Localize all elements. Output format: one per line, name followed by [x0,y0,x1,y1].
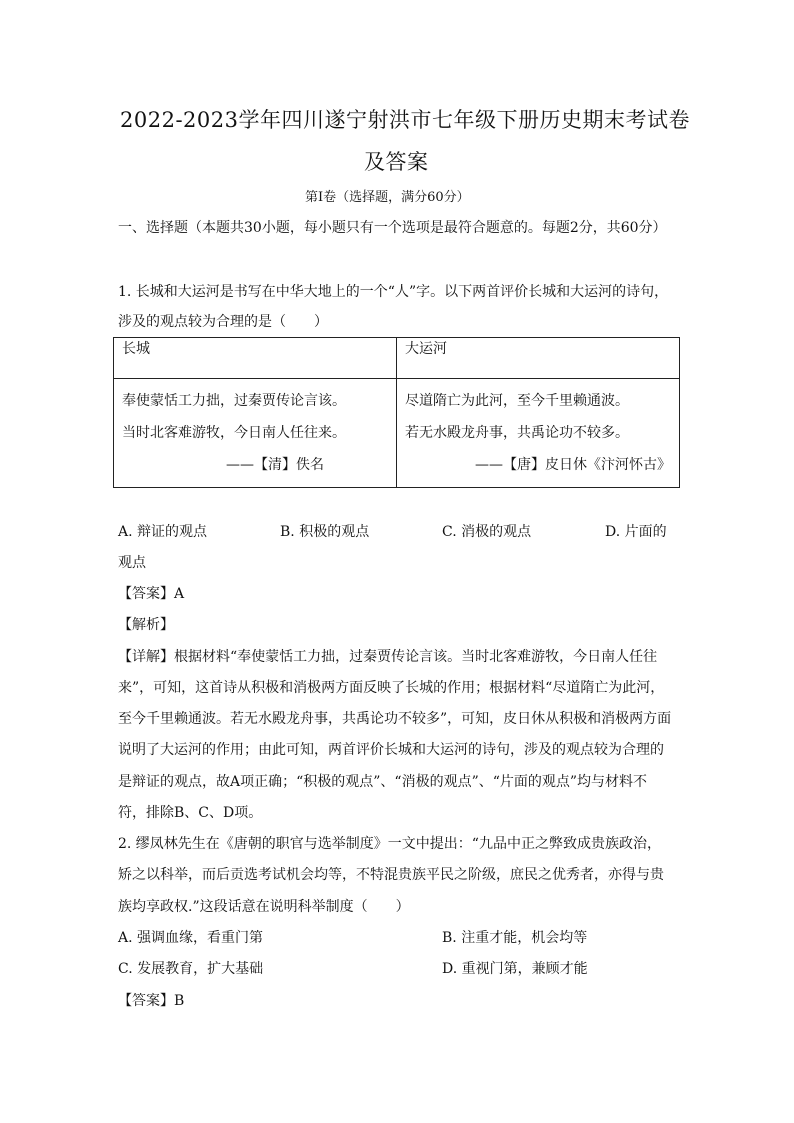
q1-detail-line: 符，排除B、C、D项。 [118,805,263,821]
poem-attribution: ——【唐】皮日休《汴河怀古》 [475,457,671,473]
q1-stem-line-1: 1. 长城和大运河是书写在中华大地上的一个“人”字。以下两首评价长城和大运河的诗句， [118,284,669,300]
table-header-great-wall: 长城 [114,338,397,379]
q1-option-b: B. 积极的观点 [280,524,370,540]
part-heading: 一、选择题（本题共30小题，每小题只有一个选项是最符合题意的。每题2分，共60分） [118,220,667,236]
q1-option-d: D. 片面的 [605,524,667,540]
q2-option-d: D. 重视门第，兼顾才能 [442,961,588,977]
q1-option-c: C. 消极的观点 [442,524,532,540]
q2-stem-line: 2. 缪凤林先生在《唐朝的职官与选举制度》一文中提出：“九品中正之弊致成贵族政治， [118,836,661,852]
poem-line: 若无水殿龙舟事，共禹论功不较多。 [405,425,629,441]
q1-detail-line: 来”，可知，这首诗从积极和消极两方面反映了长城的作用；根据材料“尽道隋亡为此河， [118,680,665,696]
poem-line: 尽道隋亡为此河，至今千里赖通波。 [405,393,629,409]
q2-answer: 【答案】B [118,993,185,1009]
q1-answer: 【答案】A [118,586,185,602]
document-title-line-1: 2022-2023学年四川遂宁射洪市七年级下册历史期末考试卷 [120,108,690,132]
table-cell-great-wall-poem [114,379,397,488]
q1-option-d-wrap: 观点 [118,555,146,571]
q2-option-a: A. 强调血缘，看重门第 [118,930,264,946]
q2-stem-line: 族均享政权.”这段话意在说明科举制度（ ） [118,899,410,915]
poem-line: 奉使蒙恬工力拙，过秦贾传论言该。 [122,393,346,409]
q1-detail-line: 【详解】根据材料“奉使蒙恬工力拙，过秦贾传论言该。当时北客难游牧，今日南人任往 [118,649,658,665]
q1-stem-line-2: 涉及的观点较为合理的是（ ） [118,314,328,330]
q2-stem-line: 矫之以科举，而后贡选考试机会均等，不特混贵族平民之阶级，庶民之优秀者，亦得与贵 [118,867,664,883]
section-heading: 第Ⅰ卷（选择题，满分60分） [305,190,470,205]
table-cell-grand-canal-poem [397,379,680,488]
q2-option-b: B. 注重才能，机会均等 [442,930,588,946]
poem-line: 当时北客难游牧，今日南人任往来。 [122,425,346,441]
document-title-line-2: 及答案 [364,150,429,174]
poem-attribution: ——【清】佚名 [226,457,324,473]
q2-option-c: C. 发展教育，扩大基础 [118,961,264,977]
q1-option-a: A. 辩证的观点 [118,524,208,540]
q1-analysis-label: 【解析】 [118,617,174,633]
q1-detail-line: 说明了大运河的作用；由此可知，两首评价长城和大运河的诗句，涉及的观点较为合理的 [118,742,664,758]
q1-detail-line: 至今千里赖通波。若无水殿龙舟事，共禹论功不较多”，可知，皮日休从积极和消极两方面 [118,711,672,727]
q1-detail-line: 是辩证的观点，故A项正确；“积极的观点”、“消极的观点”、“片面的观点”均与材料不 [118,774,648,790]
table-header-grand-canal: 大运河 [397,338,680,379]
q1-poem-table [113,337,680,488]
